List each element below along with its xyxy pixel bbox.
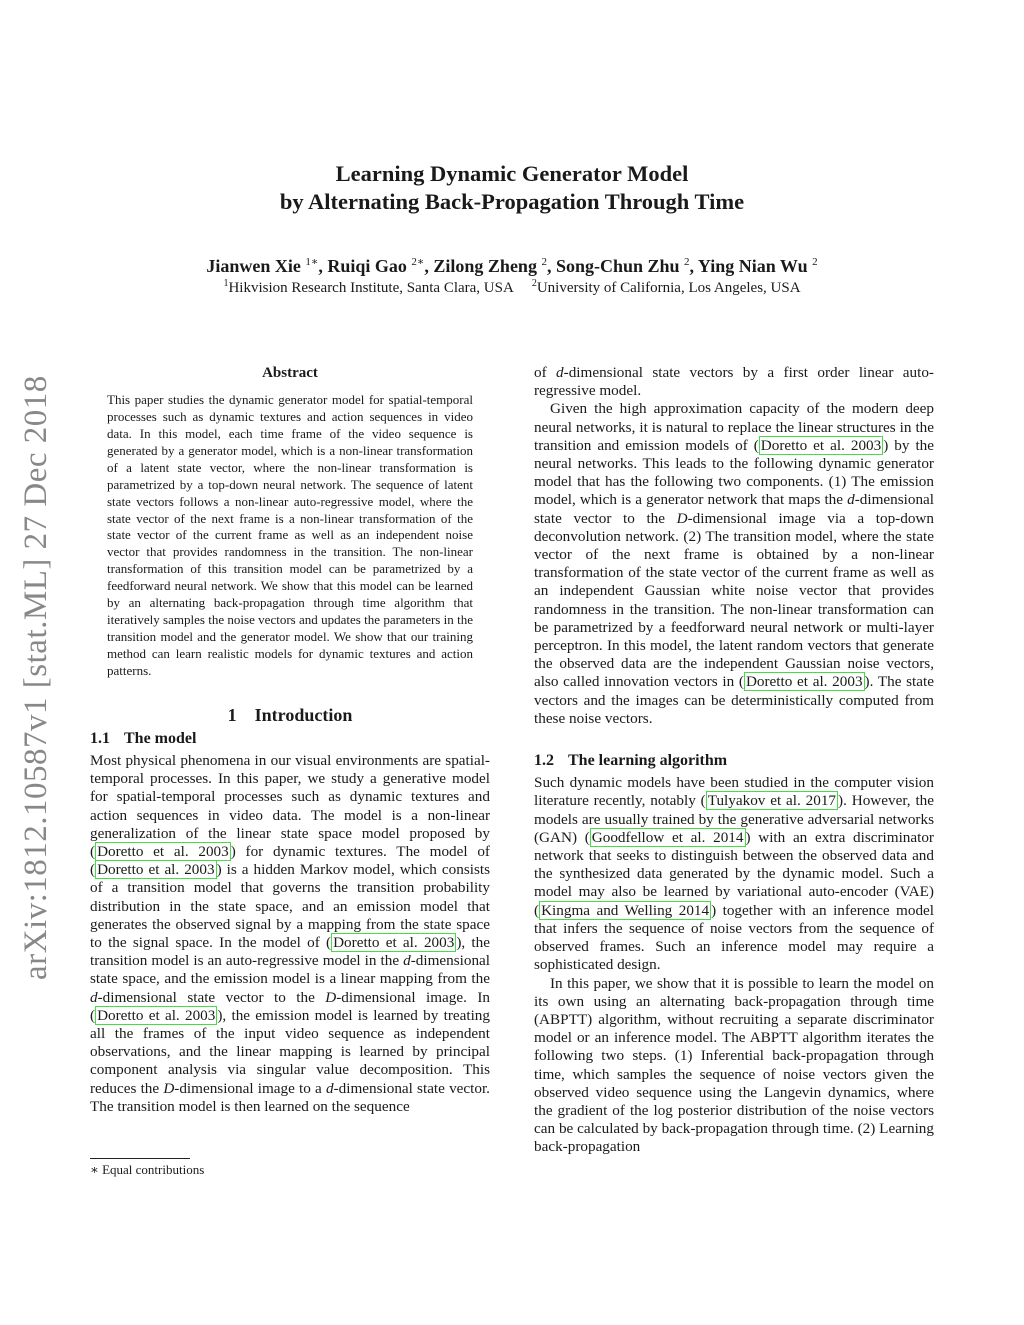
paragraph-deep-networks: Given the high approximation capacity of the modern deep neural networks, it is natural to replace the linear structures in the transition and emission models of ( Doretto et al. 2003 ) by the neural networks. This leads to the following dynamic generator model that has the following two components. (1) The emission model, which is a generator network that maps the d-dimensional state vector to the D-dimensional image via a top-down deconvolution network. (2) The transition model, where the state vector of the next frame is obtained by a non-linear transformation of the state vector of the current frame as well as an independent Gaussian white noise vector that provides randomness in the transition. The non-linear transformation can be parametrized by a feedforward neural network or multi-layer perceptron. In this model, the latent random vectors that generate the observed data are the independent Gaussian noise vectors, also called innovation vectors in ( Doretto et al. 2003 ). The state vectors and the images can be deterministically computed from these noise vectors. <box>534 400 934 727</box>
arxiv-identifier: arXiv:1812.10587v1 [stat.ML] 27 Dec 2018 <box>18 375 54 980</box>
citation-link[interactable]: Doretto et al. 2003 <box>745 673 863 691</box>
affiliations <box>0 275 1024 297</box>
author: Ying Nian Wu $^2$ <box>697 256 818 276</box>
paragraph-continued: of d-dimensional state vectors by a first order linear auto-regressive model. <box>534 364 934 400</box>
citation-link[interactable]: Doretto et al. 2003 <box>760 436 882 454</box>
footnote: ∗ Equal contributions <box>90 1162 205 1177</box>
abstract-text: This paper studies the dynamic generator model for spatial-temporal processes such as dynamic textures and action sequences in video data. In this model, each time frame of the video sequence is generated by a generator model, which is a non-linear transformation of a latent state vector, where the non-linear transformation is parametrized by a top-down neural network. The sequence of latent state vectors follows a non-linear auto-regressive model, where the state vector of the next frame is a non-linear transformation of the state vector of the current frame as well as an independent noise vector that provides randomness in the transition. The non-linear transformation of this transition model can be parametrized by a feedforward neural network. We show that this model can be learned by an alternating back-propagation through time algorithm that iteratively samples the noise vectors and updates the parameters in the transition model and the generator model. We show that our training method can learn realistic models for dynamic textures and action patterns. <box>107 392 473 678</box>
title-line-1: Learning Dynamic Generator Model <box>335 161 689 186</box>
citation-link[interactable]: Tulyakov et al. 2017 <box>707 792 837 810</box>
affiliation: $^2$University of California, Los Angeles, USA <box>531 278 801 296</box>
citation-link[interactable]: Doretto et al. 2003 <box>97 861 215 879</box>
citation-link[interactable]: Kingma and Welling 2014 <box>541 901 710 919</box>
author-list <box>0 251 1024 277</box>
abstract-heading: Abstract <box>262 365 318 381</box>
right-column <box>534 364 934 1157</box>
paragraph-learning: Such dynamic models have been studied in the computer vision literature recently, notably ( Tulyakov et al. 2017 ). However, the models are usually trained by the generative adversarial networks (GAN) ( Goodfellow et al. 2014 ) with an extra discriminator network that seeks to distinguish between the observed data and the synthesized data generated by the dynamic model. Such a model may also be learned by variational auto-encoder (VAE) ( Kingma and Welling 2014 ) together with an inference model that infers the sequence of noise vectors from the sequence of observed frames. Such an inference model may require a sophisticated design. <box>534 774 934 974</box>
subsection-heading: 1.1 The model <box>90 729 197 747</box>
author: Jianwen Xie $^{1∗}$, <box>206 256 328 276</box>
subsection-heading: 1.2 The learning algorithm <box>534 752 728 770</box>
affiliation: $^1$Hikvision Research Institute, Santa Clara, USA <box>223 278 514 296</box>
citation-link[interactable]: Doretto et al. 2003 <box>97 843 229 861</box>
title-line-2: by Alternating Back-Propagation Through Time <box>279 189 745 214</box>
paper-title <box>0 160 1024 216</box>
citation-link[interactable]: Goodfellow et al. 2014 <box>591 828 744 846</box>
paragraph-abptt: In this paper, we show that it is possible to learn the model on its own using an alternating back-propagation through time (ABPTT) algorithm, without recruiting a separate discriminator model or an inference model. The ABPTT algorithm iterates the following two steps. (1) Inferential back-propagation through time, which samples the sequence of noise vectors given the observed video sequence using the Langevin dynamics, where the gradient of the log posterior distribution of the noise vectors can be calculated by back-propagation through time. (2) Learning back-propagation <box>534 974 934 1156</box>
author: Song-Chun Zhu $^2$, <box>555 256 698 276</box>
section-heading: 1 Introduction <box>227 704 353 725</box>
footnote-rule <box>90 1158 190 1159</box>
author: Zilong Zheng $^2$, <box>433 256 556 276</box>
author: Ruiqi Gao $^{2∗}$, <box>327 256 434 276</box>
left-column <box>90 364 490 1116</box>
citation-link[interactable]: Doretto et al. 2003 <box>333 934 455 952</box>
citation-link[interactable]: Doretto et al. 2003 <box>97 1006 216 1024</box>
paragraph-model: Most physical phenomena in our visual environments are spatial-temporal processes. In this paper, we study a generative model for spatial-temporal processes such as dynamic textures and action sequences in video data. The model is a non-linear generalization of the linear state space model proposed by ( Doretto et al. 2003 ) for dynamic textures. The model of ( Doretto et al. 2003 ) is a hidden Markov model, which consists of a transition model that governs the transition probability distribution in the state space, and an emission model that generates the observed signal by a mapping from the state space to the signal space. In the model of ( Doretto et al. 2003 ), the transition model is an auto-regressive model in the d-dimensional state space, and the emission model is a linear mapping from the d-dimensional state vector to the D-dimensional image. In ( Doretto et al. 2003 ), the emission model is learned by treating all the frames of the input video sequence as independent observations, and the linear mapping is learned by principal component analysis via singular value decomposition. This reduces the D-dimensional image to a d-dimensional state vector. The transition model is then learned on the sequence <box>90 752 490 1115</box>
